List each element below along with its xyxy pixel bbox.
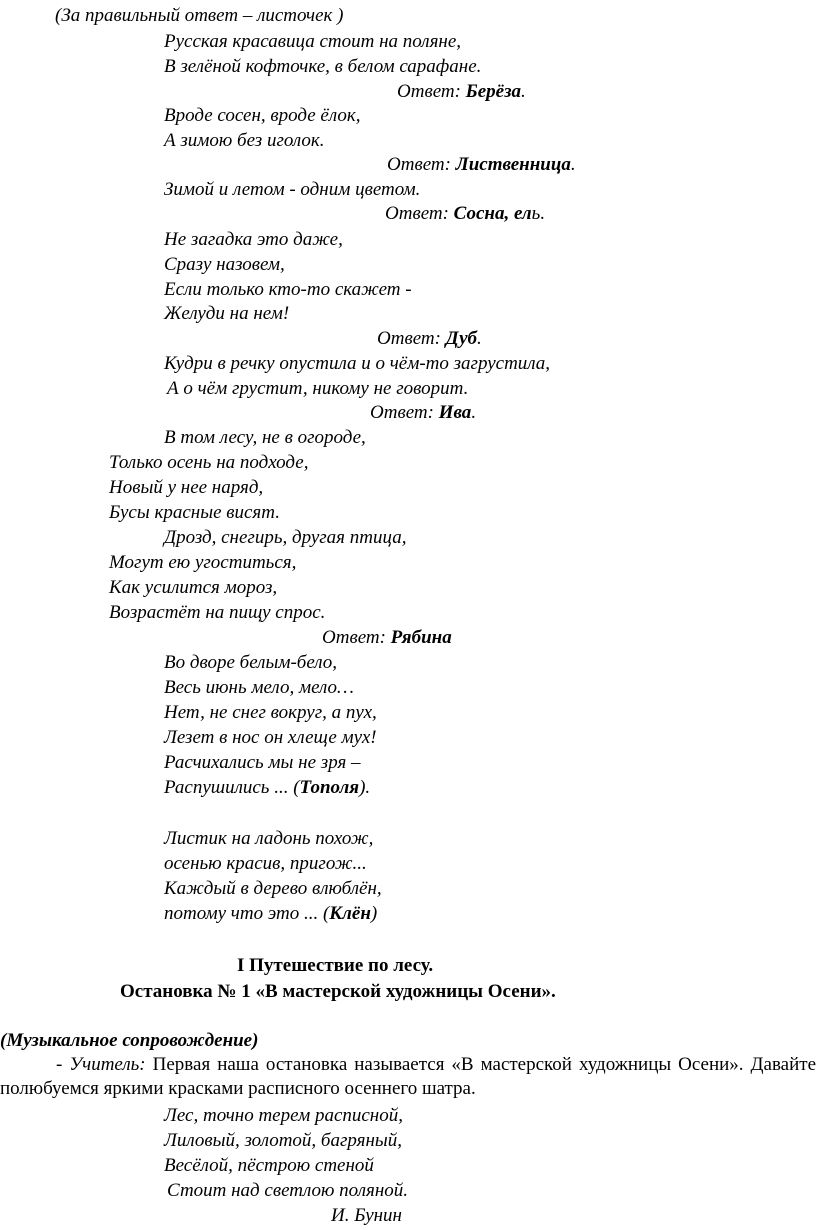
riddle-6-line-3: Новый у нее наряд, [109, 477, 264, 498]
teacher-speech: Первая наша остановка называется «В мастерской художницы Осени». Давайте полюбуемся яркими красками расписного осеннего шатра. [0, 1054, 816, 1099]
poem-line-4: Стоит над светлою поляной. [167, 1180, 408, 1201]
riddle-4-line-1: Не загадка это даже, [164, 229, 343, 250]
riddle-5-line-2: А о чём грустит, никому не говорит. [167, 378, 469, 399]
poem-line-2: Лиловый, золотой, багряный, [164, 1130, 403, 1151]
riddle-7-line-2: Весь июнь мело, мело… [164, 677, 354, 698]
section-title: I Путешествие по лесу. [237, 955, 434, 976]
poem-line-1: Лес, точно терем расписной, [164, 1105, 403, 1126]
riddle-8-line-1: Листик на ладонь похож, [164, 828, 374, 849]
riddle-8-line-4: потому что это ... (Клён) [164, 903, 378, 924]
riddle-3-line-1: Зимой и летом - одним цветом. [164, 179, 421, 200]
riddle-6-line-2: Только осень на подходе, [109, 452, 309, 473]
riddle-8-line-3: Каждый в дерево влюблён, [164, 878, 382, 899]
riddle-7-line-6: Распушились ... (Тополя). [164, 777, 371, 798]
riddle-6-line-5: Дрозд, снегирь, другая птица, [164, 527, 407, 548]
riddle-5-line-1: Кудри в речку опустила и о чём-то загрустила, [164, 353, 551, 374]
teacher-label: Учитель: [69, 1054, 146, 1075]
riddle-7-line-1: Во дворе белым-бело, [164, 652, 338, 673]
riddle-6-answer: Ответ: Рябина [322, 627, 452, 648]
riddle-7-line-3: Нет, не снег вокруг, а пух, [164, 702, 377, 723]
riddle-4-answer: Ответ: Дуб. [377, 328, 482, 349]
riddle-1-line-1: Русская красавица стоит на поляне, [164, 31, 462, 52]
riddle-5-answer: Ответ: Ива. [370, 402, 477, 423]
poem-author: И. Бунин [331, 1205, 402, 1226]
poem-line-3: Весёлой, пёстрою стеной [164, 1155, 374, 1176]
teacher-dash: - [56, 1054, 63, 1075]
riddle-6-line-8: Возрастёт на пищу спрос. [109, 602, 326, 623]
riddle-8-line-2: осенью красив, пригож... [164, 853, 367, 874]
riddle-3-answer: Ответ: Сосна, ель. [385, 203, 546, 224]
stop-heading: Остановка № 1 «В мастерской художницы Осени». [120, 981, 556, 1002]
riddle-7-line-5: Расчихались мы не зря – [164, 752, 361, 773]
music-note: (Музыкальное сопровождение) [0, 1030, 259, 1051]
riddle-2-line-2: А зимою без иголок. [164, 130, 325, 151]
riddle-2-line-1: Вроде сосен, вроде ёлок, [164, 105, 361, 126]
riddle-2-answer: Ответ: Лиственница. [387, 154, 576, 175]
riddle-6-line-7: Как усилится мороз, [109, 577, 278, 598]
teacher-paragraph [0, 1053, 816, 1101]
riddle-4-line-4: Желуди на нем! [164, 303, 290, 324]
riddle-1-line-2: В зелёной кофточке, в белом сарафане. [164, 56, 482, 77]
riddle-6-line-6: Могут ею угоститься, [109, 552, 297, 573]
intro-line: (За правильный ответ – листочек ) [55, 5, 344, 26]
riddle-1-answer: Ответ: Берёза. [397, 81, 526, 102]
riddle-6-line-1: В том лесу, не в огороде, [164, 427, 366, 448]
riddle-7-line-4: Лезет в нос он хлеще мух! [164, 727, 377, 748]
riddle-4-line-2: Сразу назовем, [164, 254, 285, 275]
riddle-4-line-3: Если только кто-то скажет - [164, 279, 412, 300]
riddle-6-line-4: Бусы красные висят. [109, 502, 280, 523]
